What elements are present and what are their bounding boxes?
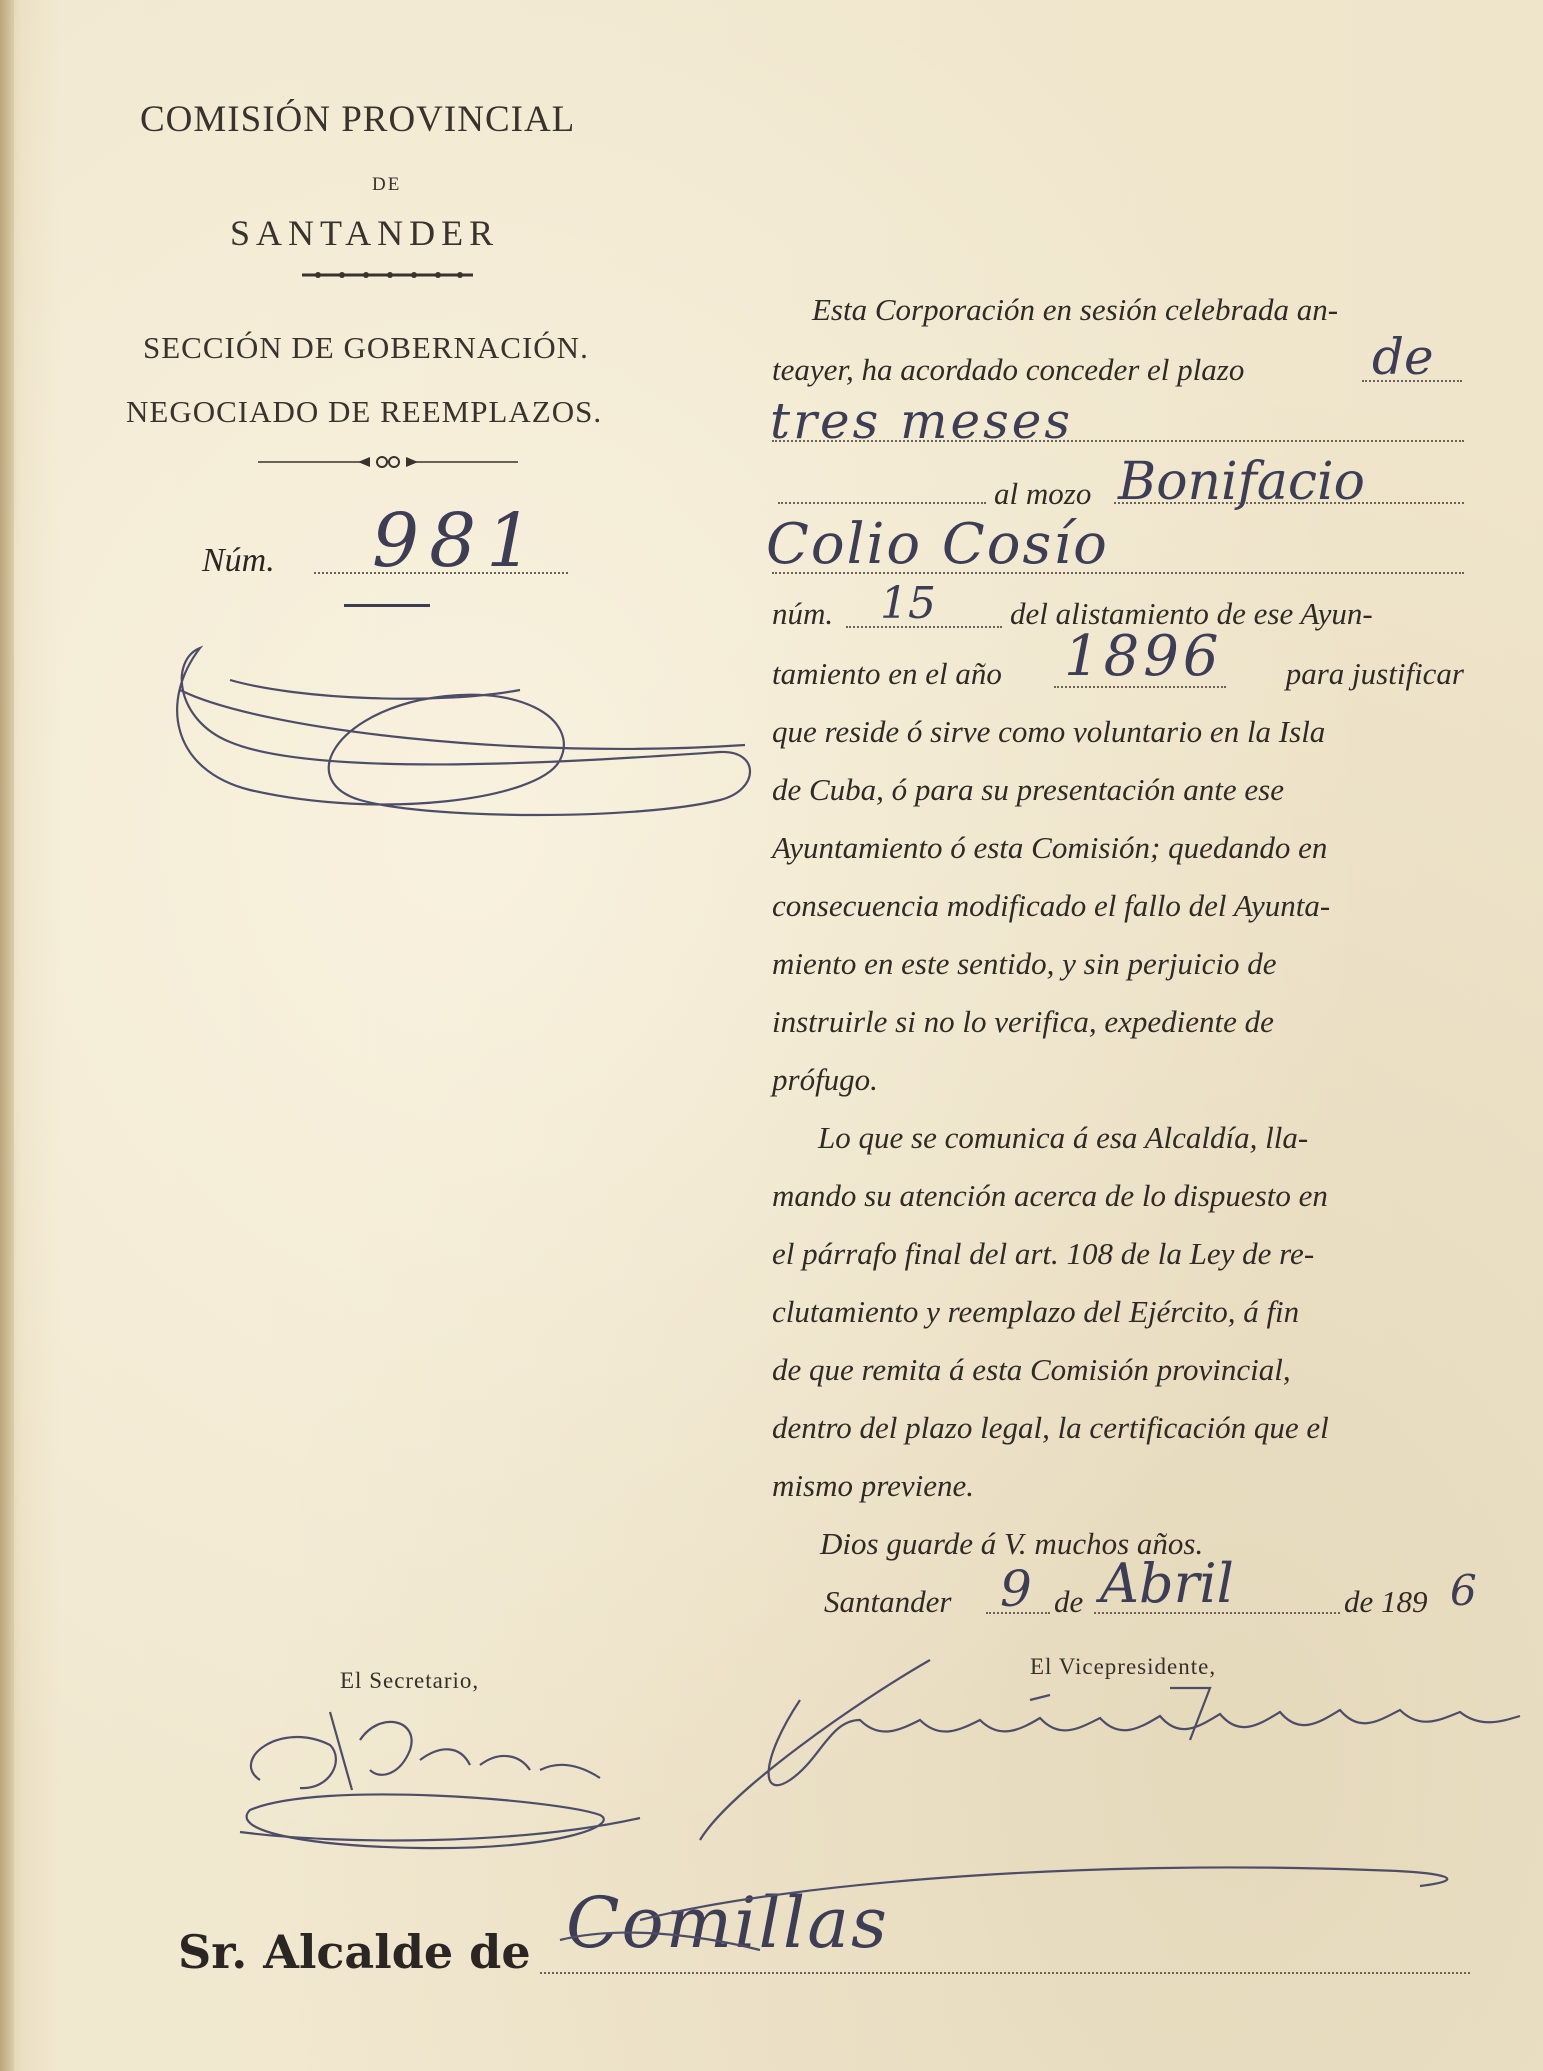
body-line-19: de que remita á esta Comisión provincial,	[772, 1352, 1291, 1387]
addressee-label: Sr. Alcalde de	[178, 1925, 531, 1979]
body-line-2: teayer, ha acordado conceder el plazo	[772, 352, 1245, 387]
body-line-8: que reside ó sirve como voluntario en la Isla	[772, 714, 1326, 749]
secretary-signature	[251, 1712, 600, 1790]
body-line-num: núm.	[772, 596, 834, 631]
institution-line2: DE	[372, 174, 402, 195]
body-line-12: miento en este sentido, y sin perjuicio de	[772, 946, 1277, 981]
body-line-18: clutamiento y reemplazo del Ejército, á fin	[772, 1294, 1300, 1329]
office-title: NEGOCIADO DE REEMPLAZOS.	[126, 394, 603, 429]
date-santander: Santander	[824, 1584, 952, 1619]
institution-line1: COMISIÓN PROVINCIAL	[140, 99, 576, 140]
body-line-13: instruirle si no lo verifica, expediente de	[772, 1004, 1274, 1039]
body-line-21: mismo previene.	[772, 1468, 975, 1503]
body-line-ano: tamiento en el año	[772, 656, 1002, 691]
num-handwritten: 15	[880, 578, 936, 629]
body-line-1: Esta Corporación en sesión celebrada an-	[812, 292, 1339, 327]
town-handwritten: Comillas	[566, 1882, 889, 1964]
body-line-22: Dios guarde á V. muchos años.	[820, 1526, 1204, 1561]
month-handwritten: Abril	[1100, 1552, 1234, 1615]
vicepresident-signature	[700, 1660, 1520, 1840]
body-line-9: de Cuba, ó para su presentación ante ese	[772, 772, 1284, 807]
body-line-mozo: al mozo	[994, 476, 1092, 511]
body-line-17: el párrafo final del art. 108 de la Ley de re-	[772, 1236, 1315, 1271]
body-line-20: dentro del plazo legal, la certificación que el	[772, 1410, 1329, 1445]
mozo-name-handwritten-1: Bonifacio	[1118, 452, 1365, 512]
body-line-alistamiento: del alistamiento de ese Ayun-	[1010, 596, 1373, 631]
number-label: Núm.	[202, 542, 275, 579]
year-handwritten: 1896	[1064, 624, 1223, 689]
body-line-16: mando su atención acerca de lo dispuesto en	[772, 1178, 1328, 1213]
body-line-10: Ayuntamiento ó esta Comisión; quedando en	[772, 830, 1328, 865]
secretary-label: El Secretario,	[340, 1668, 480, 1693]
body-line-14: prófugo.	[772, 1062, 878, 1097]
plazo-handwritten-de: de	[1372, 328, 1434, 386]
mozo-name-handwritten-2: Colio Cosío	[766, 512, 1109, 577]
institution-line3: SANTANDER	[230, 213, 500, 253]
year-last-digit-handwritten: 6	[1450, 1566, 1477, 1615]
date-de-1: de	[1054, 1584, 1084, 1619]
section-title: SECCIÓN DE GOBERNACIÓN.	[143, 330, 589, 365]
plazo-handwritten: tres meses	[770, 392, 1074, 450]
number-value: 981	[372, 498, 544, 584]
date-de-1890s: de 189	[1344, 1584, 1428, 1619]
body-line-11: consecuencia modificado el fallo del Ayunta-	[772, 888, 1331, 923]
paraph-flourish	[177, 648, 750, 815]
body-line-justificar: para justificar	[1285, 656, 1464, 691]
day-handwritten: 9	[1000, 1560, 1032, 1618]
vicepresident-label: El Vicepresidente,	[1030, 1654, 1217, 1679]
body-line-15: Lo que se comunica á esa Alcaldía, lla-	[818, 1120, 1309, 1155]
